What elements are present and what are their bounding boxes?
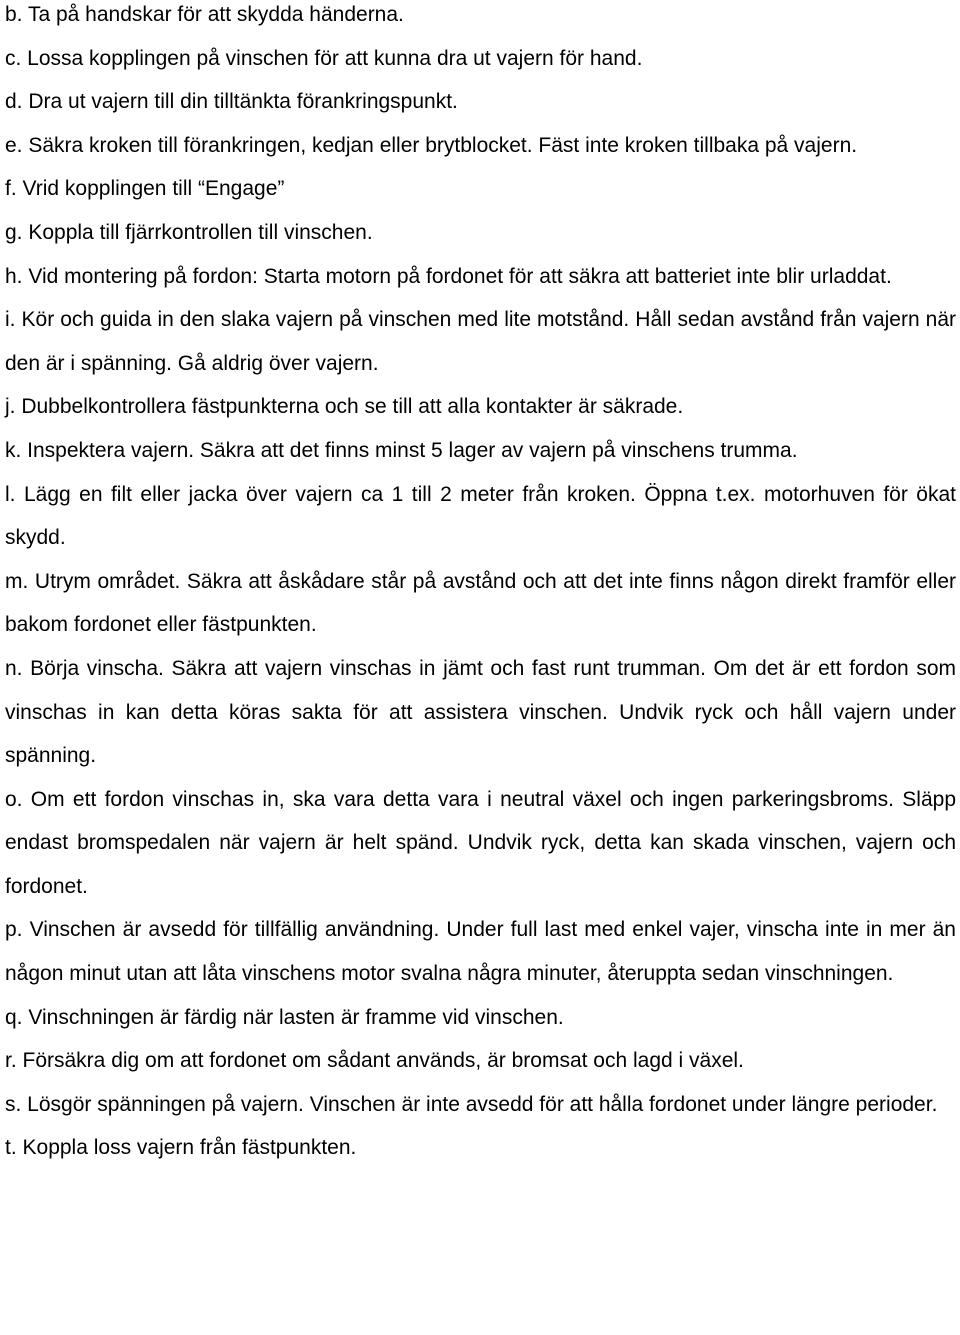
instruction-step-p: p. Vinschen är avsedd för tillfällig användning. Under full last med enkel vajer, vinscha inte in mer än någon minut utan att låta vinschens motor svalna några minuter, återuppta sedan vinschningen. <box>5 918 956 986</box>
document-page <box>5 0 956 1170</box>
instruction-step-m: m. Utrym området. Säkra att åskådare står på avstånd och att det inte finns någon direkt framför eller bakom fordonet eller fästpunkten. <box>5 569 956 637</box>
instruction-step-o: o. Om ett fordon vinschas in, ska vara detta vara i neutral växel och ingen parkeringsbroms. Släpp endast bromspedalen när vajern är helt spänd. Undvik ryck, detta kan skada vinschen, vajern och fordonet. <box>5 787 956 898</box>
instruction-step-l: l. Lägg en filt eller jacka över vajern ca 1 till 2 meter från kroken. Öppna t.ex. motorhuven för ökat skydd. <box>5 482 956 550</box>
instruction-step-c: c. Lossa kopplingen på vinschen för att kunna dra ut vajern för hand. <box>5 46 643 70</box>
instruction-step-b: b. Ta på handskar för att skydda händerna. <box>5 3 404 26</box>
instruction-step-f: f. Vrid kopplingen till “Engage” <box>5 177 285 201</box>
instruction-step-t: t. Koppla loss vajern från fästpunkten. <box>5 1136 357 1160</box>
instruction-list <box>5 0 956 1170</box>
instruction-step-n: n. Börja vinscha. Säkra att vajern vinschas in jämt och fast runt trumman. Om det är ett fordon som vinschas in kan detta köras sakta för att assistera vinschen. Undvik ryck och håll vajern under spänning. <box>5 656 956 768</box>
instruction-step-d: d. Dra ut vajern till din tilltänkta förankringspunkt. <box>5 90 458 114</box>
instruction-step-r: r. Försäkra dig om att fordonet om sådant används, är bromsat och lagd i växel. <box>5 1049 744 1073</box>
instruction-step-j: j. Dubbelkontrollera fästpunkterna och se till att alla kontakter är säkrade. <box>5 395 684 419</box>
instruction-step-h: h. Vid montering på fordon: Starta motorn på fordonet för att säkra att batteriet inte blir urladdat. <box>5 264 892 288</box>
instruction-step-i: i. Kör och guida in den slaka vajern på vinschen med lite motstånd. Håll sedan avstånd från vajern när den är i spänning. Gå aldrig över vajern. <box>5 308 956 375</box>
instruction-step-e: e. Säkra kroken till förankringen, kedjan eller brytblocket. Fäst inte kroken tillbaka på vajern. <box>5 133 858 157</box>
instruction-step-k: k. Inspektera vajern. Säkra att det finns minst 5 lager av vajern på vinschens trumma. <box>5 438 798 462</box>
instruction-step-s: s. Lösgör spänningen på vajern. Vinschen är inte avsedd för att hålla fordonet under längre perioder. <box>5 1092 938 1116</box>
instruction-step-g: g. Koppla till fjärrkontrollen till vinschen. <box>5 220 373 244</box>
instruction-step-q: q. Vinschningen är färdig när lasten är framme vid vinschen. <box>5 1005 564 1029</box>
